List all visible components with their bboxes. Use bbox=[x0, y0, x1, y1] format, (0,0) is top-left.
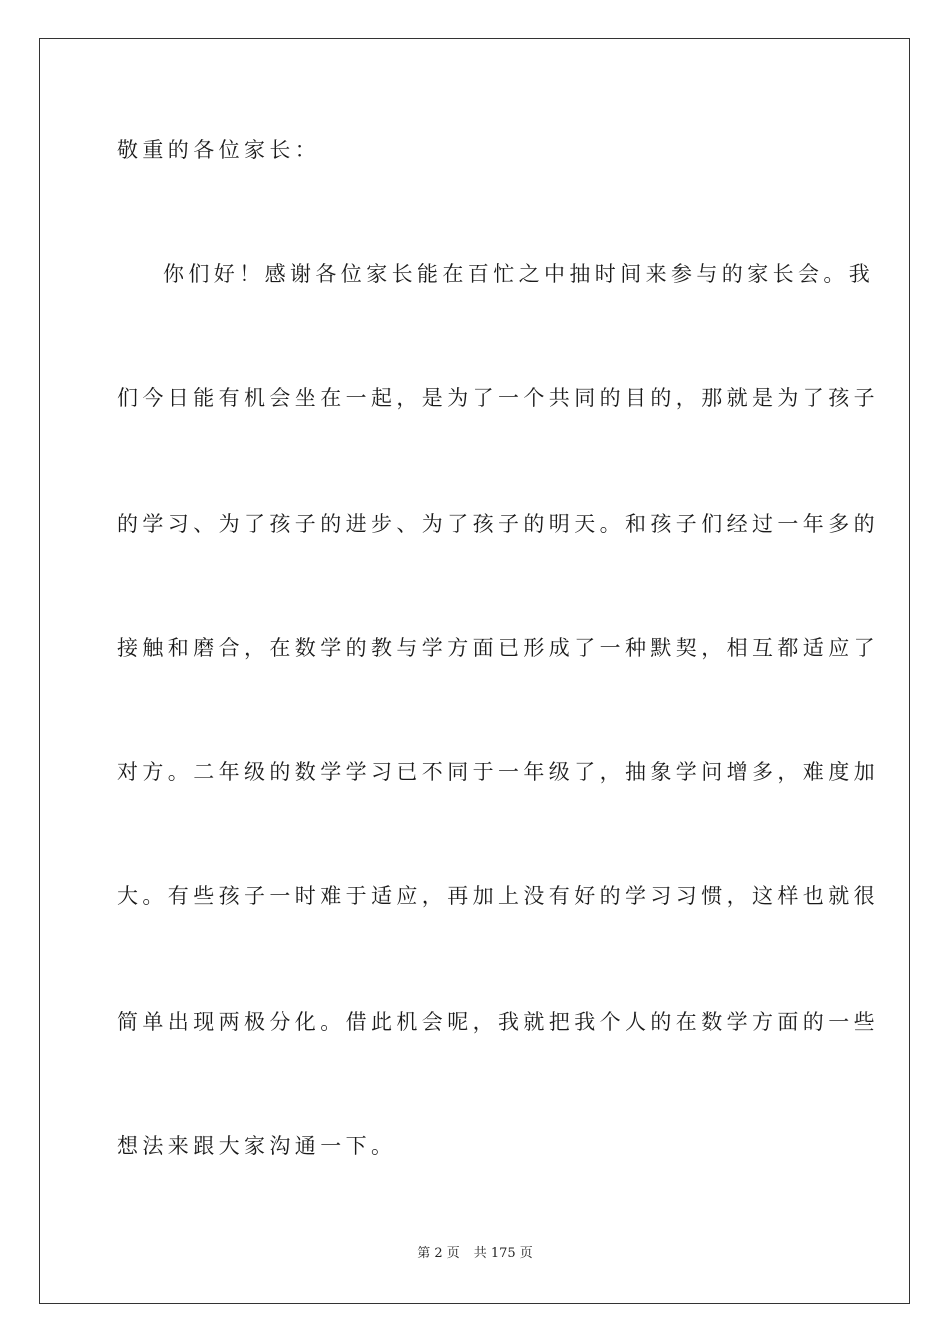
page-footer bbox=[0, 1246, 950, 1262]
paragraph-line: 简单出现两极分化。借此机会呢，我就把我个人的在数学方面的一些 bbox=[117, 1010, 879, 1034]
salutation: 敬重的各位家长： bbox=[117, 138, 321, 162]
page-total: 共 175 页 bbox=[473, 1246, 533, 1261]
page-number: 第 2 页 bbox=[417, 1246, 460, 1261]
paragraph-line: 的学习、为了孩子的进步、为了孩子的明天。和孩子们经过一年多的 bbox=[117, 512, 879, 536]
paragraph-line: 们今日能有机会坐在一起，是为了一个共同的目的，那就是为了孩子 bbox=[117, 386, 879, 410]
paragraph-line: 大。有些孩子一时难于适应，再加上没有好的学习习惯，这样也就很 bbox=[117, 884, 879, 908]
page-border bbox=[39, 38, 910, 1304]
paragraph-line: 想法来跟大家沟通一下。 bbox=[117, 1134, 397, 1158]
paragraph-line: 你们好！感谢各位家长能在百忙之中抽时间来参与的家长会。我 bbox=[163, 262, 875, 286]
paragraph-line: 对方。二年级的数学学习已不同于一年级了，抽象学问增多，难度加 bbox=[117, 760, 879, 784]
paragraph-line: 接触和磨合，在数学的教与学方面已形成了一种默契，相互都适应了 bbox=[117, 636, 879, 660]
